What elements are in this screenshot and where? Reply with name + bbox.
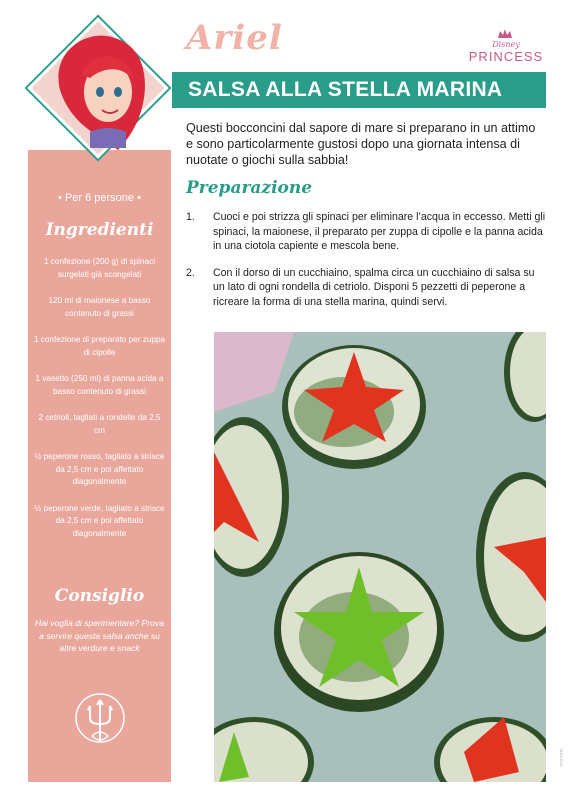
crown-icon	[497, 28, 513, 40]
ingredient-item: ½ peperone rosso, tagliato a strisce da 2,5 cm e poi affettato diagonalmente	[34, 452, 165, 486]
starfish-snacks-image	[214, 332, 546, 782]
ingredient-item: 1 confezione (200 g) di spinaci surgelati già scongelati	[43, 257, 156, 279]
brand-small: Disney	[492, 40, 520, 49]
step-item	[186, 266, 548, 310]
portrait-frame	[30, 20, 166, 156]
page-title: SALSA ALLA STELLA MARINA	[188, 78, 503, 101]
step-number: 2.	[186, 266, 195, 279]
ingredient-item: 120 ml di maionese a basso contenuto di grassi	[48, 296, 151, 318]
step-item	[186, 210, 548, 254]
intro-paragraph: Questi bocconcini dal sapore di mare si preparano in un attimo e sono particolarmente gustosi dopo una giornata intensa di nuotate o giochi sulla sabbia!	[186, 121, 536, 167]
title-bar	[172, 72, 546, 108]
character-name: Ariel	[186, 18, 283, 58]
brand-logo	[466, 40, 546, 64]
brand-large: PRINCESS	[468, 49, 544, 64]
step-text: Con il dorso di un cucchiaino, spalma circa un cucchiaino di salsa su un lato di ogni rondella di cetriolo. Disponi 5 pezzetti di peperone a ricreare la forma di una stella marina, quindi servi.	[213, 266, 535, 308]
ingredient-item: ½ peperone verde, tagliato a strisce da 2,5 cm e poi affettato diagonalmente	[34, 503, 165, 538]
trident-emblem-icon	[74, 692, 126, 754]
ingredient-item: 2 cetrioli, tagliati a rondelle da 2,5 cm	[38, 413, 161, 435]
preparation-title: Preparazione	[186, 178, 313, 198]
food-photo	[214, 332, 546, 782]
tip-text: Hai voglia di sperimentare? Prova a servire questa salsa anche su altre verdure e snack	[35, 618, 164, 653]
ingredients-title: Ingredienti	[45, 220, 154, 240]
serves-label: • Per 6 persone •	[58, 192, 141, 204]
ingredient-item: 1 confezione di preparato per zuppa di cipolle	[33, 335, 166, 357]
tip-title: Consiglio	[54, 586, 145, 606]
step-number: 1.	[186, 211, 195, 223]
step-text: Cuoci e poi strizza gli spinaci per eliminare l’acqua in eccesso. Metti gli spinaci, la maionese, il preparato per zuppa di cipolle e la panna acida in una ciotola capiente e mescola bene.	[213, 211, 546, 252]
preparation-steps	[186, 210, 548, 321]
ariel-portrait	[30, 20, 166, 156]
footer-code: DISCOOK	[558, 748, 564, 767]
ingredient-item: 1 vasetto (250 ml) di panna acida a basso contenuto di grassi	[35, 374, 164, 396]
ingredients-list	[32, 256, 167, 554]
